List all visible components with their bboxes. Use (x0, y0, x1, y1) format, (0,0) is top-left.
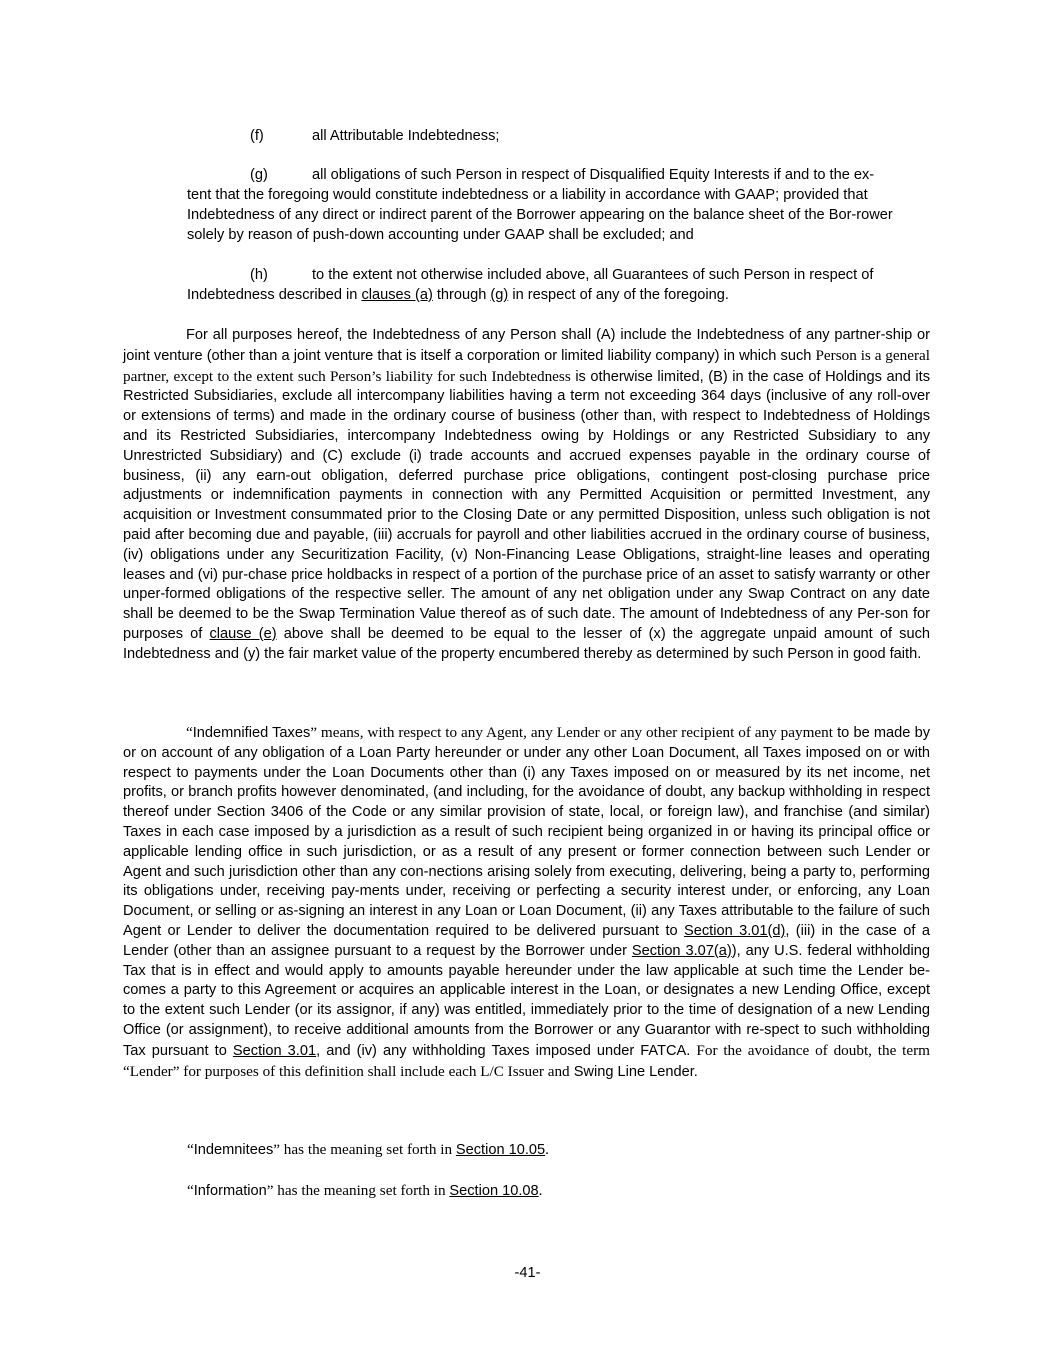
for-all-purposes-text-1: For all purposes hereof, the Indebtedness of any Person shall (A) include the Indebtedness of any partner-ship or joint venture (other than a joint venture that is itself a corporation or limited liability company) in which such (123, 327, 930, 364)
indemnitees-term: Indemnitees (193, 1142, 274, 1158)
clauses-a-reference: clauses (a) (361, 287, 433, 303)
information-term: Information (193, 1183, 267, 1199)
clause-g-reference: (g) (490, 287, 509, 303)
information-definition (187, 1181, 930, 1202)
indemnified-taxes-serif-text: For the avoidance of doubt, the term “Lender” for purposes of this definition shall include each L/C Issuer and (123, 1041, 930, 1080)
indemnified-taxes-text-2: , (iii) in the case of a Lender (other than an assignee pursuant to a request by the Borrower under (123, 922, 930, 959)
section-3-07-a-reference: Section 3.07(a) (631, 942, 732, 959)
clause-f-label: (f) (250, 128, 264, 144)
indemnified-taxes-means: ” means, with respect to any Agent, any Lender or any other recipient of any payment (310, 724, 833, 741)
indemnified-taxes-open-quote: “ (186, 724, 193, 741)
indemnitees-open-quote: “ (187, 1141, 194, 1158)
section-3-01-d-reference: Section 3.01(d) (684, 922, 786, 939)
indemnitees-means: ” has the meaning set forth in (273, 1141, 456, 1158)
clause-h-continuation (187, 286, 930, 306)
clause-h-suffix: in respect of any of the foregoing. (508, 287, 729, 303)
section-10-08-reference: Section 10.08 (449, 1183, 539, 1199)
indemnified-taxes-text-1: to be made by or on account of any obligation of a Loan Party hereunder or under any other Loan Document, all Taxes imposed on or with respect to payments under the Loan Documents other than (i) any Taxes imposed on or measured by its net income, net profits, or branch profits however denominated, (and including, for the avoidance of doubt, any backup withholding in respect thereof under Section 3406 of the Code or any similar provision of state, local, or foreign law), and franchise (and similar) Taxes in each case imposed by a jurisdiction as a result of such recipient being organized in or having its principal office or applicable lending office in such jurisdiction, or as a result of any present or former connection between such Lender or Agent and such jurisdiction other than any con-nections arising solely from executing, delivering, being a party to, performing its obligations under, receiving pay-ments under, receiving or perfecting a security interest under, or enforcing, any Loan Document, or selling or as-signing an interest in any Loan or Loan Document, (ii) any Taxes attributable to the failure of such Agent or Lender to deliver the documentation required to be delivered pursuant to (123, 725, 930, 939)
clause-h-text-1: to the extent not otherwise included above, all Guarantees of such Person in respect of (312, 267, 874, 283)
indemnified-taxes-text-5: Swing Line Lender. (569, 1063, 698, 1080)
clause-g-label: (g) (250, 167, 268, 183)
information-open-quote: “ (187, 1182, 194, 1199)
clause-g-continuation: tent that the foregoing would constitute indebtedness or a liability in accordance with GAAP; provided that Indebtedness of any direct or indirect parent of the Borrower appearing on the balance sheet of the Bor-rower solely by reason of push-down accounting under GAAP shall be excluded; and (187, 187, 893, 243)
clause-f-text: all Attributable Indebtedness; (312, 128, 500, 144)
for-all-purposes-text-3: above shall be deemed to be equal to the lesser of (x) the aggregate unpaid amount of such Indebtedness and (y) the fair market value of the property encumbered thereby as determined by such Person in good faith. (123, 625, 930, 662)
page-number: -41- (514, 1265, 541, 1281)
indemnified-taxes-term: Indemnified Taxes (192, 725, 311, 741)
indemnified-taxes-text-4: , and (iv) any withholding Taxes imposed under FATCA. (316, 1042, 697, 1059)
clause-g-first-line (250, 166, 930, 186)
clause-g-text-1: all obligations of such Person in respect of Disqualified Equity Interests if and to the ex- (312, 167, 875, 183)
section-10-05-reference: Section 10.05 (455, 1142, 546, 1158)
indemnitees-definition (187, 1140, 930, 1161)
for-all-purposes-paragraph (123, 326, 930, 665)
indemnitees-period: . (545, 1141, 549, 1158)
clause-h-mid: through (432, 287, 491, 303)
section-3-01-reference: Section 3.01 (232, 1042, 317, 1059)
information-period: . (538, 1182, 543, 1199)
for-all-purposes-serif-text: Person is a general partner, except to the extent such Person’s liability for such Indebtedness (123, 346, 930, 385)
information-means: ” has the meaning set forth in (266, 1182, 450, 1199)
clause-e-reference: clause (e) (209, 625, 277, 642)
indemnified-taxes-definition (123, 723, 930, 1082)
clause-f (250, 127, 930, 147)
for-all-purposes-text-2: is otherwise limited, (B) in the case of Holdings and its Restricted Subsidiaries, exclude all intercompany liabilities having a term not exceeding 364 days (inclusive of any roll-over or extensions of terms) and made in the ordinary course of business (other than, with respect to Indebtedness of Holdings and its Restricted Subsidiaries, intercompany Indebtedness owing by Holdings or any Restricted Subsidiary to any Unrestricted Subsidiary) and (C) exclude (i) trade accounts and accrued expenses payable in the ordinary course of business, (ii) any earn-out obligation, deferred purchase price obligations, contingent post-closing purchase price adjustments or indemnification payments in connection with any Permitted Acquisition or permitted Investment, any acquisition or Investment consummated prior to the Closing Date or any permitted Disposition, unless such obligation is not paid after becoming due and payable, (iii) accruals for payroll and other liabilities accrued in the ordinary course of business, (iv) obligations under any Securitization Facility, (v) Non-Financing Lease Obligations, straight-line leases and operating leases and (vi) pur-chase price holdbacks in respect of a portion of the purchase price of an asset to satisfy warranty or other unper-formed obligations of the respective seller. The amount of any net obligation under any Swap Contract on any date shall be deemed to be the Swap Termination Value thereof as of such date. The amount of Indebtedness of any Per-son for purposes of (123, 368, 930, 642)
clause-h-label: (h) (250, 267, 268, 283)
clause-h-prefix: Indebtedness described in (187, 287, 362, 303)
clause-h-first-line (250, 266, 930, 286)
indemnified-taxes-text-3: ), any U.S. federal withholding Tax that is in effect and would apply to amounts payable hereunder under the law applicable at such time the Lender be-comes a party to this Agreement or acquires an applicable interest in the Loan, or designates a new Lending Office, except to the extent such Lender (or its assignor, if any) was entitled, immediately prior to the time of designation of a new Lending Office (or assignment), to receive additional amounts from the Borrower or any Guarantor with re-spect to such withholding Tax pursuant to (123, 942, 930, 1059)
